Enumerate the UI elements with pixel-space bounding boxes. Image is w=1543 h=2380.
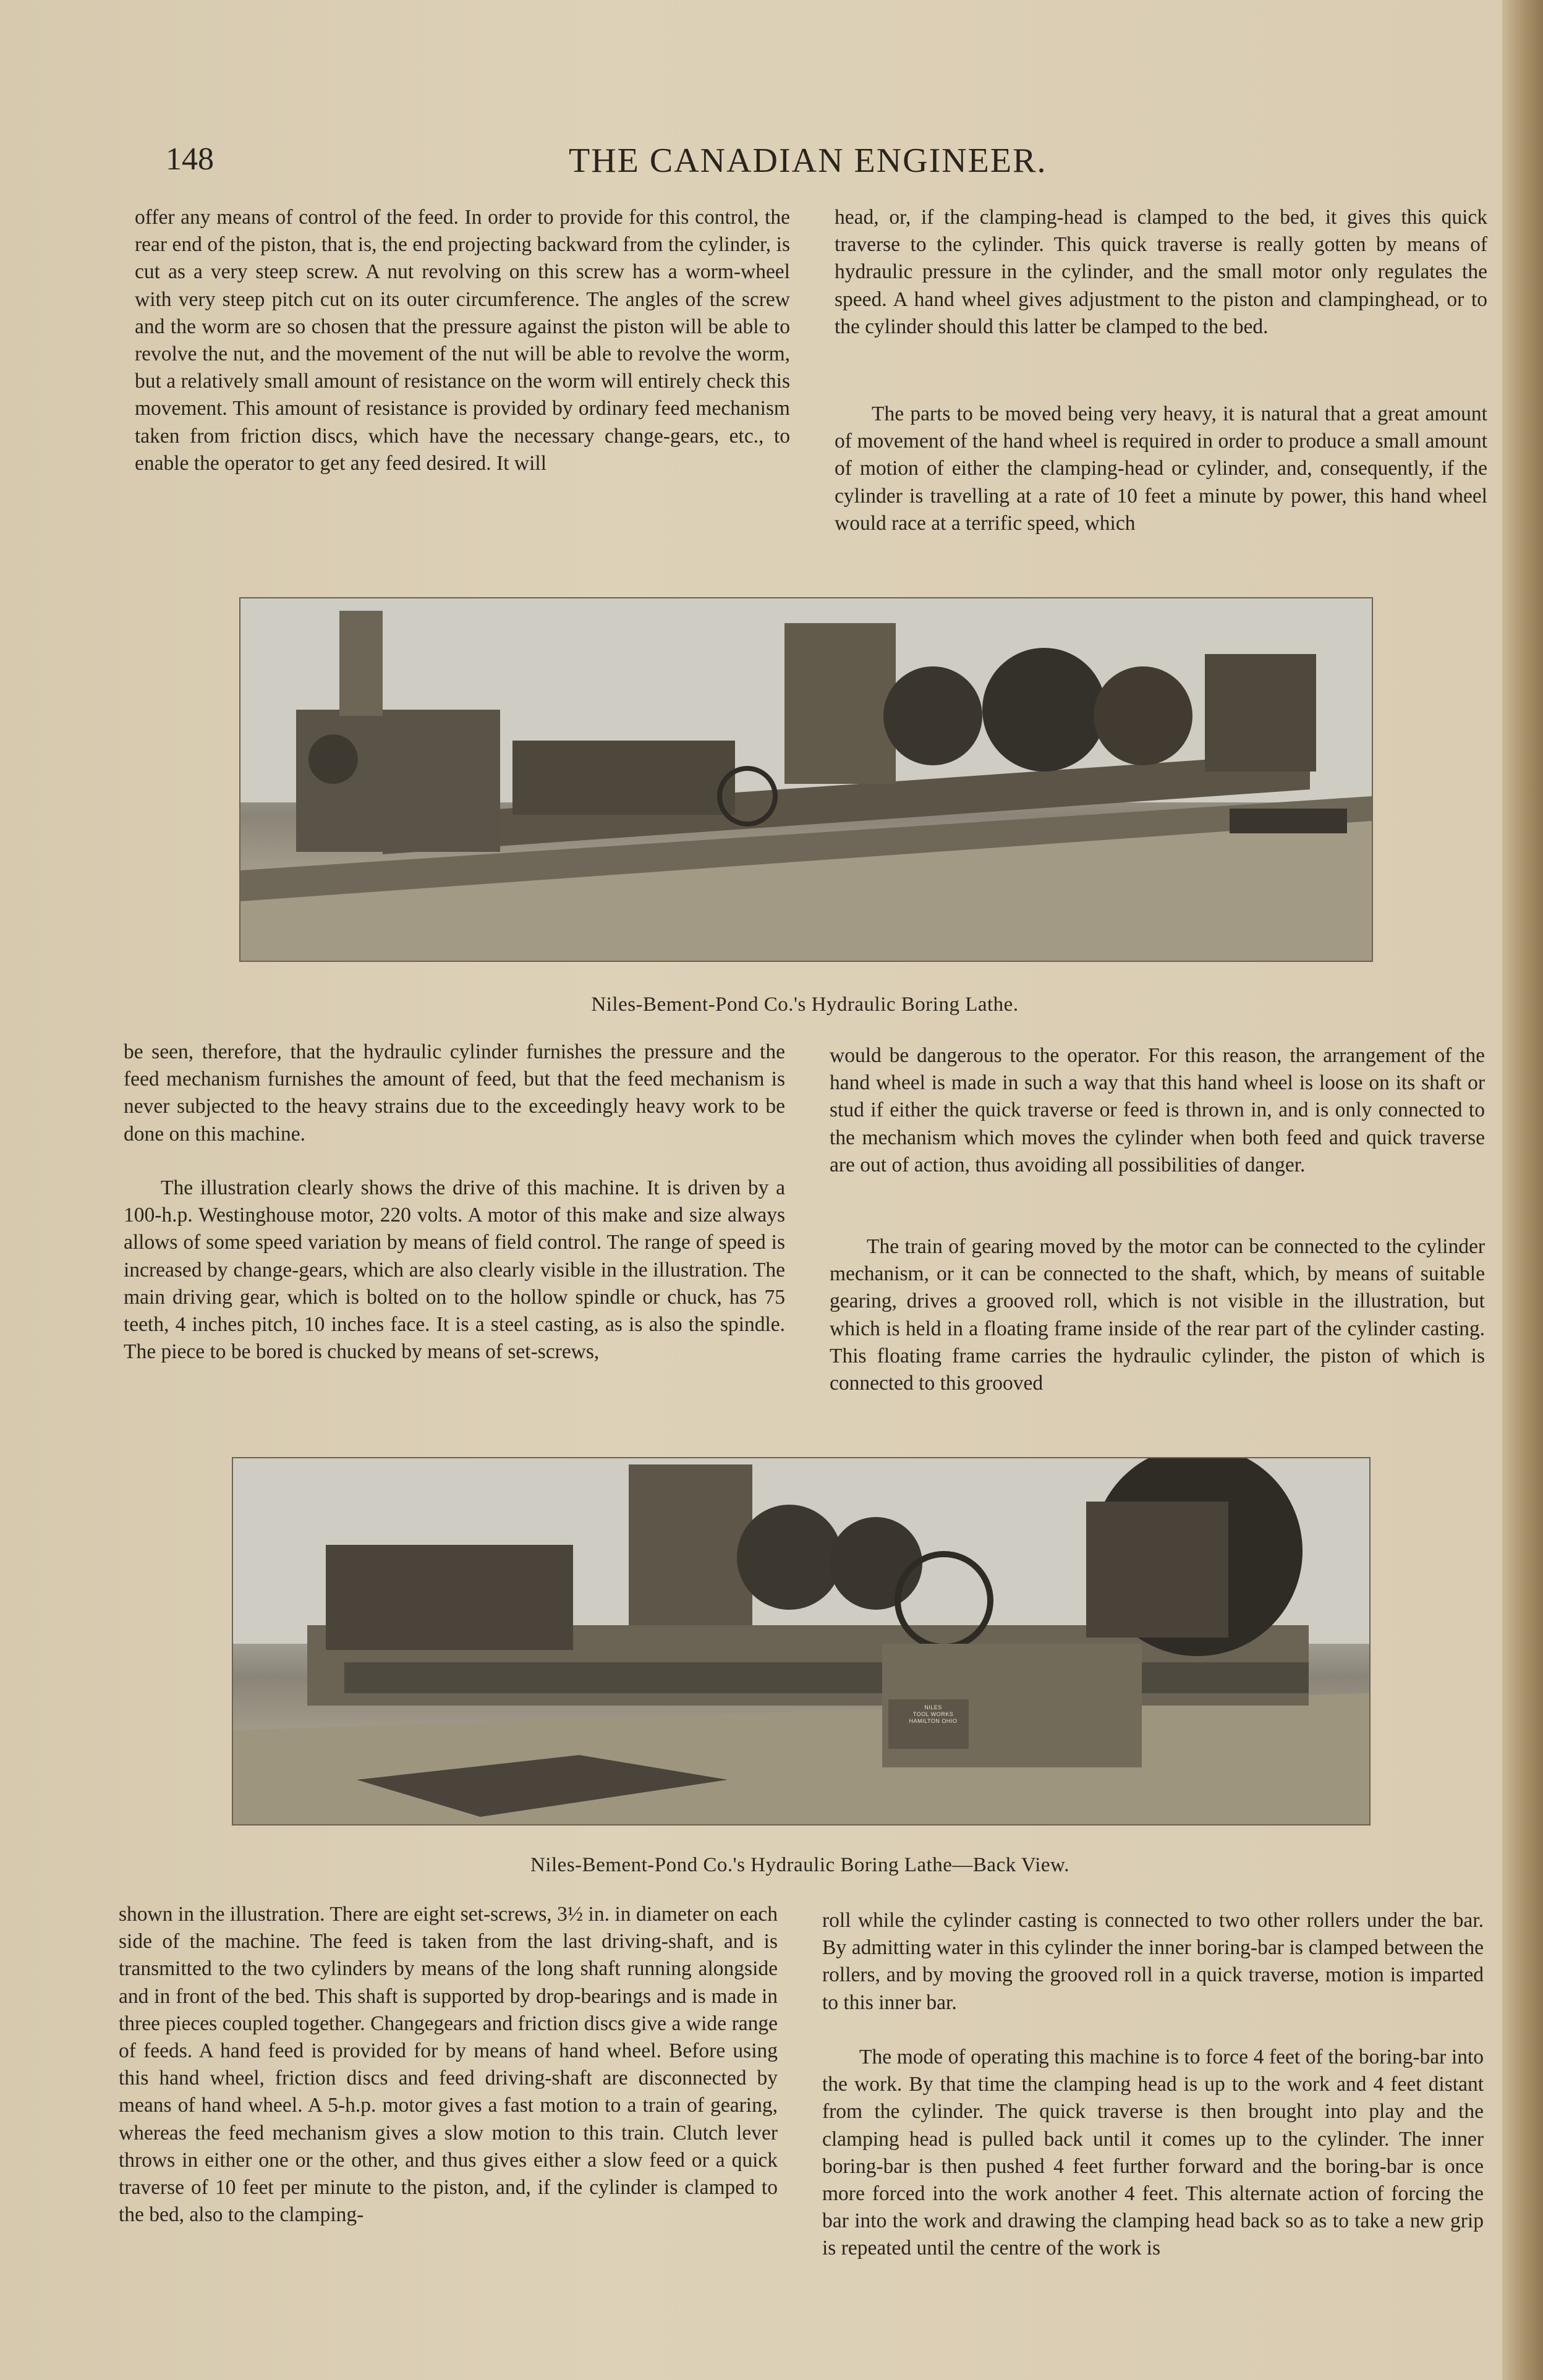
figure-1-caption: Niles-Bement-Pond Co.'s Hydraulic Boring Lathe. — [591, 993, 1019, 1016]
text-line: shown in the illustration. There are eight set-screws, 3½ in. — [119, 1903, 615, 1926]
text-line: The parts to be moved being very heavy, it is natural — [872, 402, 1325, 425]
text-line: angles of the screw and the worm are so chosen that the — [135, 287, 790, 338]
text-line: ings and is made in three pieces coupled together. Change — [119, 1984, 778, 2035]
maker-nameplate — [904, 1704, 963, 1725]
nameplate-line-2: TOOL WORKS — [912, 1711, 954, 1717]
text-line: resistance is provided by ordinary feed mechanism taken — [135, 397, 790, 448]
text-line: The piece to be bored is chucked by means of set-screws, — [124, 1340, 600, 1364]
text-line: pressure against the piston will be able to revolve the nut, — [135, 315, 790, 366]
text-line: the inner boring-bar is clamped between the rollers, and by — [822, 1936, 1484, 1987]
text-line: The illustration clearly shows the drive of this machine. — [161, 1176, 647, 1199]
text-line: head, or to the cylinder should this latter be clamped to the — [835, 287, 1487, 338]
text-line: worm will entirely check this movement. This amount of — [135, 370, 790, 420]
text-line: the illustration. The main driving gear, which is bolted on — [124, 1258, 785, 1309]
text-line: the cylinder is travelling at a rate of 10 feet a minute by — [835, 457, 1487, 508]
figure-2-caption: Niles-Bement-Pond Co.'s Hydraulic Boring Lathe—Back View. — [530, 1854, 1069, 1876]
text-line: The mode of operating this machine is to force 4 feet — [859, 2046, 1306, 2068]
text-line: which is held in a floating frame inside of the rear part of — [830, 1317, 1317, 1340]
text-line: would be dangerous to the operator. For this reason, the — [830, 1044, 1324, 1067]
text-line: head is up to the work and 4 feet distant from the cylinder. — [822, 2073, 1484, 2123]
text-line: The quick traverse is then brought into play and the clamp — [822, 2100, 1484, 2151]
text-line: either the clamping-head or cylinder, and, consequently, if — [951, 457, 1463, 480]
text-line: from the last driving-shaft, and is transmitted to the two — [119, 1930, 778, 1981]
text-line: 10 inches face. It is a steel casting, as is also the spindle. — [304, 1313, 785, 1337]
text-line: the cylinder casting. This floating frame carries the hydrau — [830, 1317, 1485, 1367]
text-line: feed, but that the feed mechanism is never subjected to the — [124, 1068, 786, 1118]
text-line: that a great amount of movement of the hand wheel is re — [835, 402, 1487, 453]
text-line: from friction discs, which have the necessary change-gears, — [190, 424, 729, 448]
text-line: The train of gearing moved by the motor can be con — [867, 1235, 1304, 1258]
text-line: sibilities of danger. — [1147, 1153, 1306, 1176]
text-line: of the boring-bar into the work. By that time the clamping — [822, 2046, 1484, 2096]
s2-left-column-b — [124, 1175, 785, 1366]
text-line: a fast motion to a train of gearing, whereas the feed mechan — [119, 2094, 778, 2144]
text-line: the shaft, which, by means of suitable gearing, drives a — [830, 1262, 1485, 1313]
text-line: with very steep pitch cut on its outer circumference. The — [135, 287, 626, 311]
text-line: and the boring-bar is once more forced into the work an — [822, 2154, 1484, 2206]
text-line: quired in order to produce a small amount of motion of — [835, 430, 1488, 480]
text-line: arrangement of the hand wheel is made in such a way that — [830, 1044, 1485, 1095]
text-line: worm, but a relatively small amount of resistance on the — [135, 342, 791, 393]
text-line: to the hollow spindle or chuck, has 75 teeth, 4 inches pitch, — [124, 1285, 785, 1337]
text-line: motor of this make and size always allows of some speed — [124, 1204, 785, 1254]
text-line: a new grip is repeated until the centre of the work is — [822, 2209, 1484, 2260]
nameplate-line-3: HAMILTON OHIO — [909, 1718, 958, 1724]
text-line: cylinders by means of the long shaft running alongside and — [119, 1957, 778, 2008]
s3-left-column — [119, 1901, 778, 2229]
text-line: to the mechanism which moves the cylinder when both feed — [830, 1099, 1485, 1149]
text-line: or a quick traverse of 10 feet per minute to the piston, and, — [119, 2148, 778, 2199]
text-line: The inner boring-bar is then pushed 4 feet further forward — [822, 2127, 1484, 2178]
s2-right-column-b — [830, 1233, 1485, 1397]
text-line: ing head is pulled back until it comes up to the cylinder. — [872, 2127, 1399, 2151]
text-line: heavy strains due to the exceedingly heavy work to be done — [124, 1095, 786, 1145]
binding-edge — [1502, 0, 1543, 2380]
text-line: in diameter on each side of the machine. The feed is taken — [119, 1903, 778, 1953]
text-line: this hand wheel is loose on its shaft or stud if either the — [830, 1071, 1485, 1122]
text-line: gives this quick traverse to the cylinder. This quick tra — [835, 206, 1488, 257]
text-line: pressure and the feed mechanism furnishes the amount of — [124, 1040, 785, 1091]
s3-right-column-b — [822, 2044, 1484, 2263]
text-line: disconnected by means of hand wheel. A 5-h.p. motor gives — [119, 2067, 778, 2117]
s2-left-column-a — [124, 1039, 785, 1148]
s2-right-column-a — [830, 1042, 1485, 1179]
s1-right-column-b — [835, 401, 1487, 537]
text-line: It is driven by a 100-h.p. Westinghouse motor, 220 volts. A — [124, 1176, 786, 1227]
page-number: 148 — [166, 142, 214, 177]
figure-1-photo — [239, 597, 1373, 962]
text-line: screw. A nut revolving on this screw has a worm-wheel — [306, 260, 790, 284]
text-line: this hand wheel, friction discs and feed driving-shaft are — [119, 2067, 639, 2090]
text-line: gears and friction discs give a wide range of feeds. A hand — [119, 2012, 778, 2063]
s1-left-column — [135, 204, 790, 477]
text-line: parted to this inner bar. — [822, 1963, 1484, 2014]
text-line: ism gives a slow motion to this train. Clutch lever throws — [119, 2121, 778, 2172]
text-line: offer any means of control of the feed. In order to provide — [135, 206, 629, 229]
s3-right-column-a — [822, 1907, 1484, 2017]
text-line: moving the grooved roll in a quick traverse, motion is im — [949, 1963, 1432, 1987]
text-line: grooved roll, which is not visible in the illustration, but — [986, 1290, 1485, 1313]
text-line: nected to the cylinder mechanism, or it can be connected to — [830, 1235, 1485, 1286]
text-line: for this control, the rear end of the piston, that is, the end — [135, 206, 790, 257]
text-line: variation by means of field control. The range of speed is — [307, 1231, 785, 1254]
text-line: other 4 feet. This alternate action of forcing the bar into — [822, 2182, 1484, 2233]
text-line: quick traverse or feed is thrown in, and is only connected — [975, 1099, 1469, 1122]
text-line: be seen, therefore, that the hydraulic cylinder furnishes the — [124, 1040, 644, 1063]
text-line: etc., to enable the operator to get any feed desired. It will — [135, 424, 791, 475]
text-line: in either one or the other, and thus gives either a slow feed — [182, 2148, 692, 2172]
figure-2-photo — [232, 1457, 1371, 1825]
text-line: rollers under the bar. By admitting water in this cylinder — [822, 1909, 1484, 1960]
text-line: bed. — [1233, 315, 1269, 338]
text-line: and quick traverse are out of action, thus avoiding all pos — [830, 1126, 1485, 1176]
s1-right-column-a — [835, 204, 1487, 341]
text-line: hand wheel gives adjustment to the piston and clamping — [914, 287, 1395, 311]
text-line: and the movement of the nut will be able to revolve the — [270, 342, 737, 366]
text-line: head, or, if the clamping-head is clamped to the bed, it — [835, 206, 1348, 229]
text-line: lic cylinder, the piston of which is connected to this grooved — [830, 1344, 1485, 1395]
text-line: on this machine. — [169, 1122, 305, 1145]
nameplate-line-1: NILES — [924, 1704, 942, 1711]
text-line: if the cylinder is clamped to the bed, also to the clamping- — [119, 2176, 778, 2227]
text-line: roll while the cylinder casting is connected to two other — [822, 1909, 1307, 1932]
text-line: projecting backward from the cylinder, is cut as a very steep — [135, 233, 791, 284]
text-line: cylinder, and the small motor only regulates the speed. A — [835, 260, 1487, 311]
text-line: verse is really gotten by means of hydraulic pressure in the — [835, 233, 1487, 284]
text-line: feed is provided for by means of hand wheel. Before using — [268, 2039, 778, 2063]
journal-title: THE CANADIAN ENGINEER. — [569, 142, 1047, 180]
text-line: power, this hand wheel would race at a terrific speed, which — [835, 484, 1487, 535]
text-line: in front of the bed. This shaft is supported by drop-bear — [154, 1984, 617, 2008]
text-line: the work and drawing the clamping head back so as to take — [892, 2209, 1395, 2233]
text-line: increased by change-gears, which are also clearly visible in — [124, 1258, 623, 1281]
